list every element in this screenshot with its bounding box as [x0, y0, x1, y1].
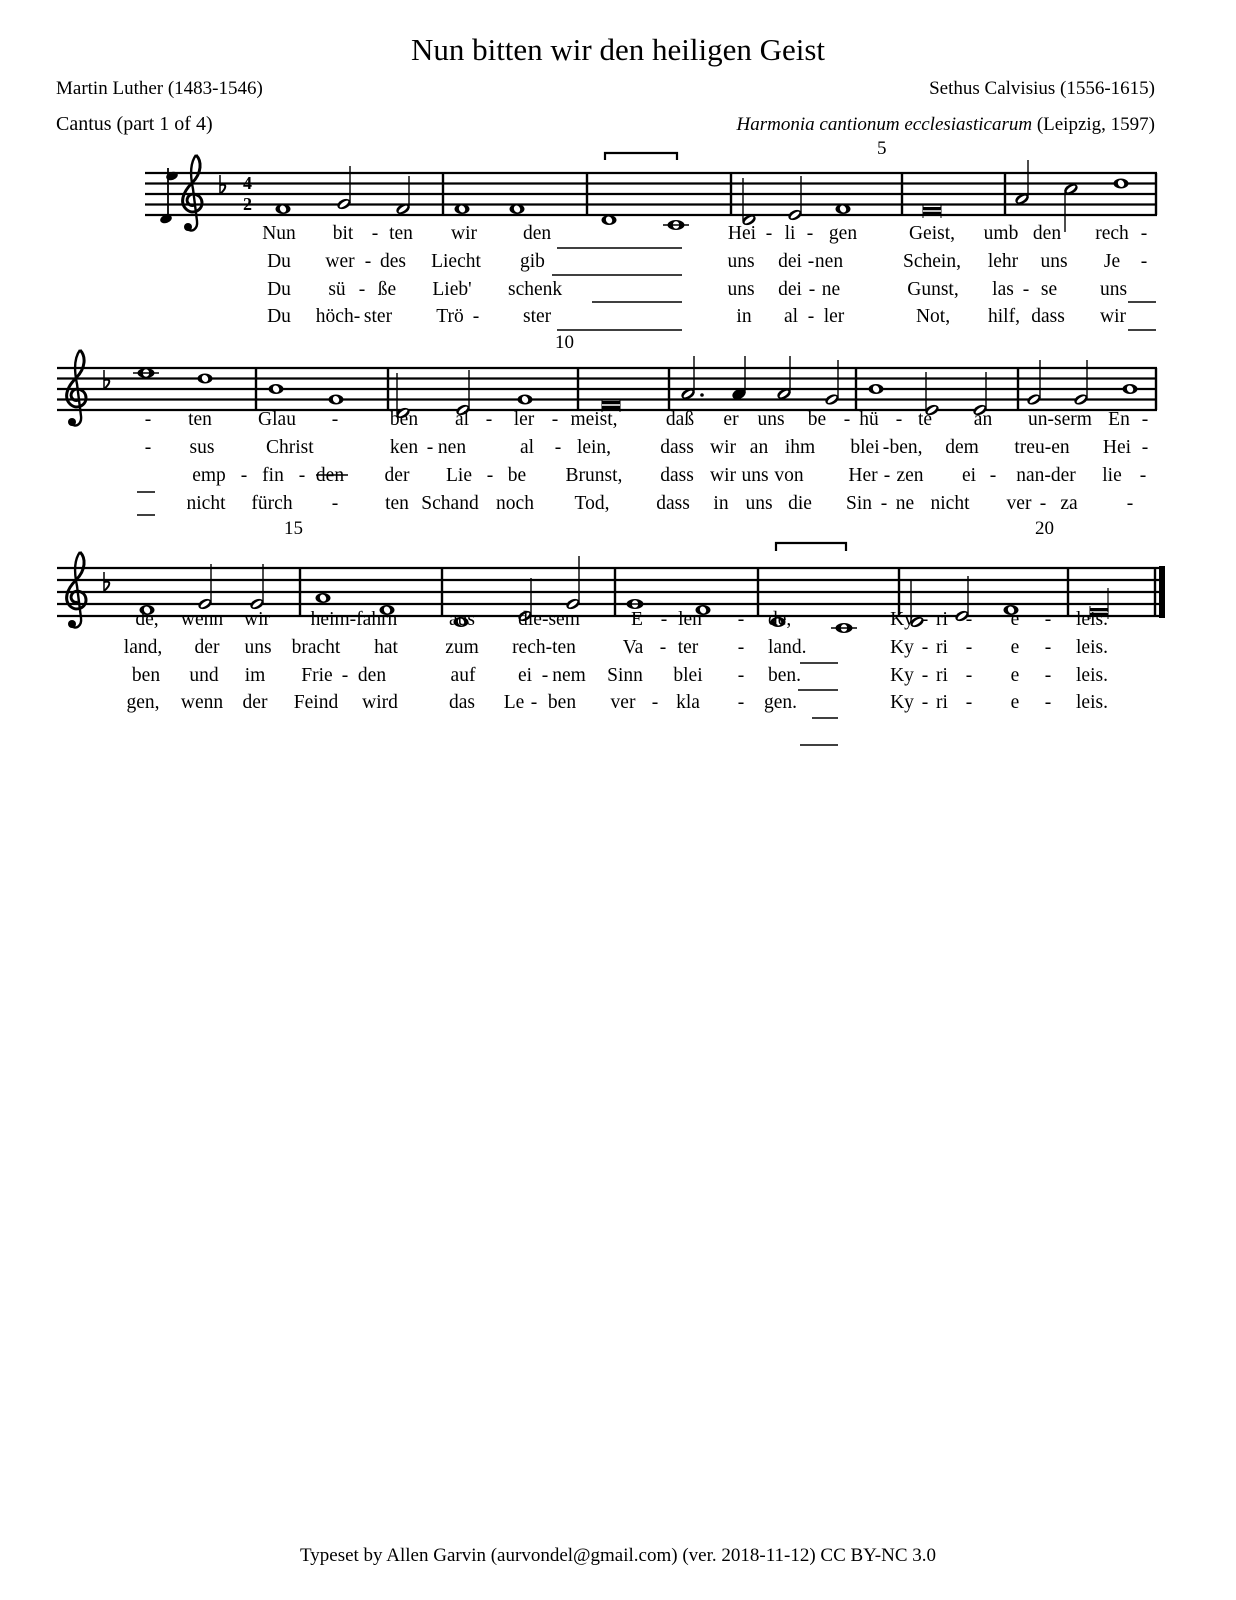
lyric-syllable: gib — [520, 251, 545, 272]
lyric-syllable: der — [242, 692, 268, 713]
lyric-hyphen: - — [806, 223, 814, 244]
lyric-hyphen: - — [843, 409, 851, 430]
measure-number-20: 20 — [1035, 518, 1054, 539]
lyric-syllable: Hei — [1102, 437, 1132, 458]
lyric-syllable: Geist, — [908, 223, 956, 244]
lyric-hyphen: - — [737, 637, 745, 658]
lyric-syllable: dei — [778, 279, 802, 300]
lyric-syllable: ten — [389, 223, 413, 244]
lyric-hyphen: - — [358, 279, 366, 300]
lyric-syllable: Du — [267, 306, 291, 327]
lyric-syllable: Her — [848, 465, 878, 486]
lyric-syllable: ben, — [889, 437, 923, 458]
lyric-syllable: de, — [135, 609, 159, 630]
lyric-syllable: li — [784, 223, 796, 244]
lyric-syllable: wird — [362, 692, 398, 713]
lyric-syllable: ben — [547, 692, 577, 713]
lyric-syllable: un-serm — [1028, 409, 1092, 430]
lyric-syllable: dass — [660, 437, 694, 458]
lyric-syllable: Schand — [421, 493, 479, 514]
flat-key-signature-icon — [104, 370, 109, 389]
lyric-hyphen: - — [1139, 465, 1147, 486]
lyric-syllable: ri — [936, 637, 948, 658]
lyric-syllable: nem — [552, 665, 586, 686]
lyric-syllable: de, — [768, 609, 792, 630]
page-title: Nun bitten wir den heiligen Geist — [410, 32, 826, 67]
lyric-syllable: ler — [513, 409, 535, 430]
lyric-syllable: treu-en — [1014, 437, 1070, 458]
lyric-syllable: Sin — [845, 493, 873, 514]
lyric-syllable: leis. — [1076, 665, 1108, 686]
lyric-hyphen: - — [1141, 437, 1149, 458]
lyric-hyphen: - — [1044, 665, 1052, 686]
lyric-syllable: zum — [445, 637, 479, 658]
lyric-hyphen: - — [1141, 409, 1149, 430]
lyric-hyphen: - — [331, 409, 339, 430]
lyric-syllable: hat — [374, 637, 398, 658]
lyric-hyphen: - — [659, 637, 667, 658]
lyric-syllable: den — [315, 465, 345, 486]
lyric-syllable: dem — [945, 437, 979, 458]
lyric-syllable: ben — [131, 665, 161, 686]
lyric-syllable: im — [244, 665, 266, 686]
lyric-syllable: uns — [727, 251, 755, 272]
lyric-syllable: nan-der — [1016, 465, 1076, 486]
lyric-hyphen: - — [921, 665, 929, 686]
lyric-syllable: bit — [332, 223, 354, 244]
lyric-hyphen: - — [472, 306, 480, 327]
source-place-date: (Leipzig, 1597) — [1032, 114, 1155, 135]
lyric-hyphen: - — [1140, 223, 1148, 244]
lyric-syllable: ten — [188, 409, 212, 430]
lyric-syllable: wir — [710, 437, 736, 458]
lyric-hyphen: - — [1126, 493, 1134, 514]
lyric-syllable: lie — [1102, 465, 1122, 486]
lyric-syllable: gen. — [764, 692, 798, 713]
lyric-syllable: aus — [449, 609, 475, 630]
lyric-syllable: ver — [610, 692, 636, 713]
lyric-hyphen: - — [895, 409, 903, 430]
lyric-syllable: Schein, — [903, 251, 961, 272]
lyric-hyphen: - — [485, 409, 493, 430]
lyric-hyphen: - — [882, 437, 890, 458]
time-signature-numerator: 4 — [243, 173, 252, 193]
lyric-syllable: ken — [389, 437, 419, 458]
lyric-syllable: den — [523, 223, 552, 244]
lyric-syllable: sü — [328, 279, 346, 300]
lyric-syllable: kla — [676, 692, 700, 713]
lyric-syllable: hü — [859, 409, 879, 430]
lyric-syllable: len — [678, 609, 702, 630]
lyric-syllable: auf — [450, 665, 476, 686]
lyric-syllable: Liecht — [431, 251, 481, 272]
lyric-hyphen: - — [341, 665, 349, 686]
lyric-syllable: Hei — [727, 223, 757, 244]
lyric-hyphen: - — [364, 251, 372, 272]
lyric-syllable: nen — [814, 251, 844, 272]
lyric-syllable: al — [519, 437, 535, 458]
lyric-syllable: be — [507, 465, 527, 486]
lyric-hyphen: - — [426, 437, 434, 458]
lyric-syllable: ne — [895, 493, 915, 514]
lyric-syllable: se — [1040, 279, 1058, 300]
lyric-syllable: Du — [267, 251, 291, 272]
lyric-hyphen: - — [1044, 692, 1052, 713]
lyric-hyphen: - — [737, 692, 745, 713]
lyric-syllable: En — [1108, 409, 1130, 430]
lyric-syllable: ri — [936, 609, 948, 630]
lyric-hyphen: - — [737, 609, 745, 630]
lyric-hyphen: - — [921, 637, 929, 658]
lyric-syllable: uns — [741, 465, 769, 486]
lyric-syllable: wenn — [180, 692, 224, 713]
lyric-hyphen: - — [1039, 493, 1047, 514]
lyric-syllable: ei — [517, 665, 533, 686]
lyric-syllable: fin — [262, 465, 284, 486]
lyric-hyphen: - — [921, 692, 929, 713]
lyric-syllable: ster — [363, 306, 393, 327]
lyric-syllable: Nun — [262, 223, 296, 244]
lyric-syllable: heim-fahrn — [310, 609, 398, 630]
lyric-syllable: Glau — [258, 409, 296, 430]
lyric-syllable: Not, — [915, 306, 951, 327]
lyric-syllable: nicht — [186, 493, 226, 514]
lyric-syllable: Ky — [890, 637, 914, 658]
lyric-syllable: Brunst, — [565, 465, 623, 486]
lyric-syllable: blei — [673, 665, 703, 686]
lyric-hyphen: - — [921, 609, 929, 630]
lyric-hyphen: - — [298, 465, 306, 486]
lyric-syllable: ben. — [768, 665, 802, 686]
lyric-hyphen: - — [765, 223, 773, 244]
lyric-hyphen: - — [965, 692, 973, 713]
lyric-syllable: daß — [665, 409, 695, 430]
lyric-syllable: Ky — [890, 609, 914, 630]
lyric-syllable: ster — [523, 306, 552, 327]
lyric-syllable: an — [749, 437, 769, 458]
lyric-syllable: die-sem — [518, 609, 580, 630]
lyric-syllable: an — [973, 409, 993, 430]
lyric-syllable: wer — [325, 251, 355, 272]
lyric-hyphen: - — [965, 609, 973, 630]
lyric-syllable: dass — [1031, 306, 1065, 327]
lyric-syllable: Tod, — [574, 493, 610, 514]
lyric-syllable: Frie — [301, 665, 333, 686]
lyric-syllable: und — [189, 665, 219, 686]
lyric-syllable: Trö — [436, 306, 464, 327]
lyric-syllable: te — [917, 409, 933, 430]
lyric-syllable: uns — [1100, 279, 1128, 300]
lyric-syllable: e — [1010, 637, 1020, 658]
lyric-syllable: emp — [192, 465, 226, 486]
incipit-clef-icon — [159, 168, 179, 225]
lyric-syllable: umb — [983, 223, 1019, 244]
measure-number-15: 15 — [284, 518, 303, 539]
lyric-hyphen: - — [1044, 609, 1052, 630]
lyric-syllable: Du — [267, 279, 291, 300]
lyric-syllable: wir — [244, 609, 270, 630]
lyric-syllable: e — [1010, 692, 1020, 713]
lyric-syllable: uns — [244, 637, 272, 658]
lyric-syllable: in — [713, 493, 729, 514]
lyric-syllable: wir — [710, 465, 736, 486]
lyric-syllable: von — [774, 465, 804, 486]
lyric-hyphen: - — [530, 692, 538, 713]
lyric-syllable: meist, — [570, 409, 618, 430]
lyric-syllable: ter — [677, 637, 699, 658]
lyric-hyphen: - — [371, 223, 379, 244]
lyric-syllable: nen — [437, 437, 467, 458]
system-2 — [57, 350, 1157, 515]
lyric-syllable: E — [631, 609, 643, 630]
lyric-syllable: dass — [660, 465, 694, 486]
lyric-syllable: lein, — [576, 437, 612, 458]
lyric-syllable: Feind — [293, 692, 339, 713]
lyric-hyphen: - — [807, 251, 815, 272]
flat-key-signature-icon — [104, 572, 109, 591]
part-label: Cantus (part 1 of 4) — [56, 113, 213, 135]
lyric-hyphen: - — [965, 665, 973, 686]
lyric-hyphen: - — [486, 465, 494, 486]
lyric-syllable: ße — [377, 279, 397, 300]
lyric-hyphen: - — [144, 437, 152, 458]
lyric-syllable: las — [992, 279, 1014, 300]
lyric-syllable: leis. — [1076, 637, 1108, 658]
lyric-syllable: uns — [757, 409, 785, 430]
lyric-syllable: er — [723, 409, 739, 430]
lyric-syllable: ne — [821, 279, 841, 300]
lyric-syllable: ri — [936, 665, 948, 686]
lyric-syllable: des — [380, 251, 406, 272]
lyric-syllable: hilf, — [988, 306, 1020, 327]
system-3 — [57, 543, 1165, 745]
lyric-syllable: fürch — [251, 493, 293, 514]
lyric-syllable: blei — [850, 437, 880, 458]
lyric-syllable: uns — [745, 493, 773, 514]
poet-credit: Martin Luther (1483-1546) — [56, 78, 263, 99]
lyric-hyphen: - — [989, 465, 997, 486]
lyric-syllable: Gunst, — [907, 279, 959, 300]
lyric-syllable: ver — [1006, 493, 1032, 514]
lyric-hyphen: - — [144, 409, 152, 430]
lyric-hyphen: - — [554, 437, 562, 458]
lyric-syllable: schenk — [508, 279, 563, 300]
composer-credit: Sethus Calvisius (1556-1615) — [929, 78, 1155, 99]
lyric-syllable: ben — [389, 409, 419, 430]
lyric-syllable: wir — [1100, 306, 1126, 327]
lyric-syllable: ler — [823, 306, 845, 327]
lyric-hyphen: - — [1140, 251, 1148, 272]
lyric-syllable: nicht — [930, 493, 970, 514]
lyric-syllable: al — [783, 306, 799, 327]
lyric-syllable: gen — [828, 223, 858, 244]
lyric-syllable: sus — [189, 437, 215, 458]
lyric-syllable: ihm — [784, 437, 816, 458]
lyric-hyphen: - — [240, 465, 248, 486]
lyric-syllable: lehr — [987, 251, 1019, 272]
lyric-syllable: ei — [961, 465, 977, 486]
lyric-syllable: Ky — [890, 692, 914, 713]
time-signature-denominator: 2 — [243, 194, 252, 214]
lyric-syllable: höch- — [315, 306, 361, 327]
lyric-hyphen: - — [541, 665, 549, 686]
lyric-hyphen: - — [651, 692, 659, 713]
typesetter-credit: Typeset by Allen Garvin (aurvondel@gmail.com) (ver. 2018-11-12) CC BY-NC 3.0 — [299, 1545, 937, 1566]
lyric-hyphen: - — [883, 465, 891, 486]
lyric-syllable: ri — [936, 692, 948, 713]
lyric-syllable: land. — [768, 637, 807, 658]
lyric-hyphen: - — [1044, 637, 1052, 658]
lyric-syllable: zen — [896, 465, 924, 486]
lyric-syllable: uns — [1040, 251, 1068, 272]
lyric-syllable: rech — [1095, 223, 1129, 244]
lyric-syllable: den — [357, 665, 387, 686]
lyric-syllable: za — [1060, 493, 1078, 514]
lyric-syllable: e — [1010, 609, 1020, 630]
lyric-hyphen: - — [965, 637, 973, 658]
lyric-syllable: wir — [451, 223, 477, 244]
lyric-syllable: uns — [727, 279, 755, 300]
lyric-syllable: Christ — [266, 437, 314, 458]
lyric-syllable: rech-ten — [512, 637, 576, 658]
lyric-syllable: das — [449, 692, 475, 713]
lyric-hyphen: - — [808, 279, 816, 300]
lyric-syllable: gen, — [126, 692, 160, 713]
measure-number-10: 10 — [555, 332, 574, 353]
lyric-hyphen: - — [880, 493, 888, 514]
lyric-syllable: be — [807, 409, 827, 430]
lyric-syllable: land, — [123, 637, 163, 658]
lyric-hyphen: - — [331, 493, 339, 514]
flat-key-signature-icon — [220, 175, 225, 194]
lyric-syllable: der — [384, 465, 410, 486]
lyric-syllable: Je — [1103, 251, 1121, 272]
lyric-syllable: leis. — [1076, 609, 1108, 630]
lyric-hyphen: - — [551, 409, 559, 430]
lyric-syllable: wenn — [180, 609, 224, 630]
lyric-syllable: e — [1010, 665, 1020, 686]
lyric-syllable: Le — [503, 692, 525, 713]
lyric-hyphen: - — [660, 609, 668, 630]
final-barline — [1159, 566, 1165, 618]
lyric-syllable: al — [454, 409, 470, 430]
lyric-hyphen: - — [737, 665, 745, 686]
lyric-syllable: Va — [622, 637, 644, 658]
lyric-hyphen: - — [1022, 279, 1030, 300]
lyric-syllable: Lie — [446, 465, 472, 486]
lyric-syllable: dei — [778, 251, 802, 272]
lyric-syllable: noch — [496, 493, 534, 514]
lyric-syllable: Ky — [890, 665, 914, 686]
lyric-syllable: dass — [656, 493, 690, 514]
lyric-syllable: Sinn — [607, 665, 643, 686]
lyric-syllable: die — [788, 493, 812, 514]
lyric-syllable: leis. — [1076, 692, 1108, 713]
source-title: Harmonia cantionum ecclesiasticarum — [736, 114, 1033, 135]
lyric-syllable: in — [736, 306, 752, 327]
lyric-syllable: Lieb' — [432, 279, 472, 300]
measure-number-5: 5 — [877, 138, 887, 159]
lyric-hyphen: - — [807, 306, 815, 327]
lyric-syllable: ten — [385, 493, 409, 514]
lyric-syllable: der — [194, 637, 220, 658]
lyric-syllable: bracht — [291, 637, 341, 658]
lyric-syllable: den — [1032, 223, 1062, 244]
